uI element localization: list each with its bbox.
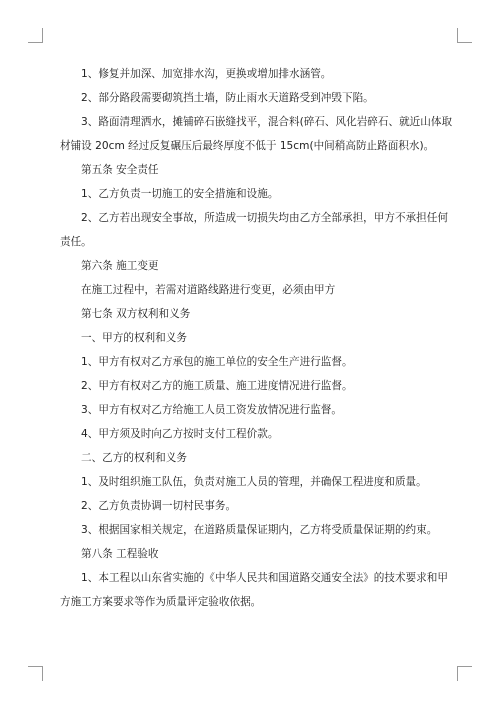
- party-b-right-3: 3、根据国家相关规定，在道路质量保证期内，乙方将受质量保证期的约束。: [81, 524, 438, 536]
- crop-mark-top-left: [28, 28, 43, 43]
- crop-mark-bottom-right: [457, 666, 472, 681]
- party-b-rights-heading: 二、乙方的权利和义务: [81, 452, 187, 464]
- party-a-right-3: 3、甲方有权对乙方给施工人员工资发放情况进行监督。: [81, 404, 342, 416]
- construction-change-text: 在施工过程中，若需对道路线路进行变更，必须由甲方: [81, 284, 336, 296]
- road-surface-item-line1: 3、路面清理洒水，摊铺碎石嵌缝找平，混合料(碎石、风化岩碎石、就近山体取: [81, 116, 453, 128]
- article-6-heading: 第六条 施工变更: [81, 260, 159, 272]
- party-a-rights-heading: 一、甲方的权利和义务: [81, 332, 187, 344]
- article-5-heading: 第五条 安全责任: [81, 164, 159, 176]
- party-b-right-2: 2、乙方负责协调一切村民事务。: [81, 500, 237, 512]
- road-surface-item-line2: 材铺设 20cm 经过反复碾压后最终厚度不低于 15cm(中间稍高防止路面积水)。: [60, 140, 435, 152]
- accident-liability-item-line2: 责任。: [60, 236, 92, 248]
- crop-mark-top-right: [457, 28, 472, 43]
- article-7-heading: 第七条 双方权利和义务: [81, 308, 191, 320]
- party-a-right-2: 2、甲方有权对乙方的施工质量、施工进度情况进行监督。: [81, 380, 353, 392]
- accident-liability-item-line1: 2、乙方若出现安全事故，所造成一切损失均由乙方全部承担，甲方不承担任何: [81, 212, 448, 224]
- retaining-wall-item: 2、部分路段需要砌筑挡土墙，防止雨水天道路受到冲毁下陷。: [81, 92, 374, 104]
- party-a-right-1: 1、甲方有权对乙方承包的施工单位的安全生产进行监督。: [81, 356, 353, 368]
- safety-measures-item: 1、乙方负责一切施工的安全措施和设施。: [81, 188, 279, 200]
- repair-drainage-item: 1、修复并加深、加宽排水沟，更换或增加排水涵管。: [81, 68, 332, 80]
- acceptance-basis-line2: 方施工方案要求等作为质量评定验收依据。: [60, 596, 262, 608]
- party-b-right-1: 1、及时组织施工队伍，负责对施工人员的管理，并确保工程进度和质量。: [81, 476, 427, 488]
- article-8-heading: 第八条 工程验收: [81, 548, 159, 560]
- crop-mark-bottom-left: [28, 666, 43, 681]
- party-a-right-4: 4、甲方须及时向乙方按时支付工程价款。: [81, 428, 279, 440]
- document-body: [60, 67, 453, 610]
- acceptance-basis-line1: 1、本工程以山东省实施的《中华人民共和国道路交通安全法》的技术要求和甲: [81, 572, 448, 584]
